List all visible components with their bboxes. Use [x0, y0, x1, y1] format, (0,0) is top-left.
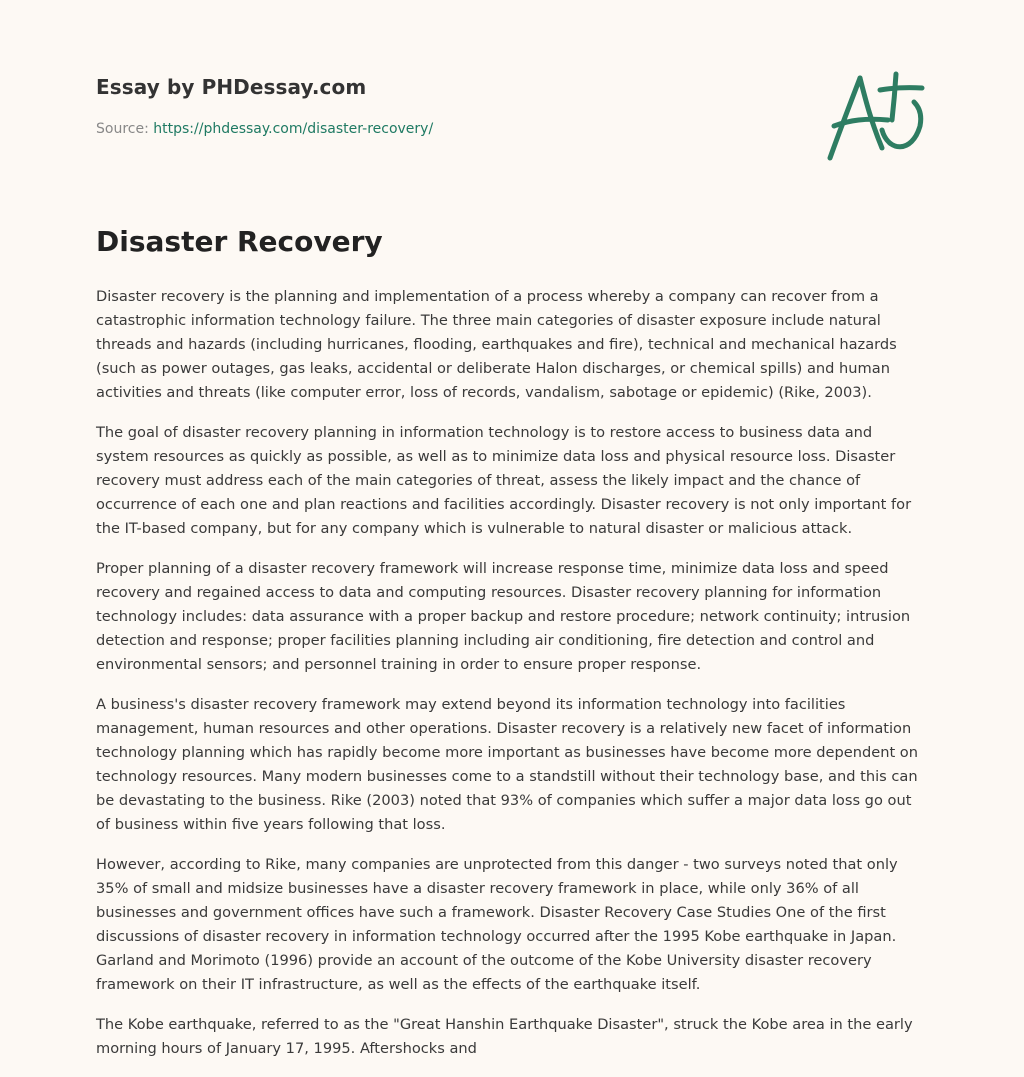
- essay-paragraph: Disaster recovery is the planning and implementation of a process whereby a company can recover from a catastrophic information technology failure. The three main categories of disaster exposure include natural threads and hazards (including hurricanes, flooding, earthquakes and fire), technical and mechanical hazards (such as power outages, gas leaks, accidental or deliberate Halon discharges, or chemical spills) and human activities and threats (like computer error, loss of records, vandalism, sabotage or epidemic) (Rike, 2003).: [96, 288, 897, 401]
- site-title: Essay by PHDessay.com: [96, 75, 367, 99]
- essay-paragraph: A business's disaster recovery framework may extend beyond its information technology into facilities management, human resources and other operations. Disaster recovery is a relatively new facet of information technology planning which has rapidly become more important as businesses have become more dependent on technology resources. Many modern businesses come to a standstill without their technology base, and this can be devastating to the business. Rike (2003) noted that 93% of companies which suffer a major data loss go out of business within five years following that loss.: [96, 696, 918, 833]
- essay-paragraph: Proper planning of a disaster recovery framework will increase response time, minimize data loss and speed recovery and regained access to data and computing resources. Disaster recovery planning for information technology includes: data assurance with a proper backup and restore procedure; network continuity; intrusion detection and response; proper facilities planning including air conditioning, fire detection and control and environmental sensors; and personnel training in order to ensure proper response.: [96, 560, 911, 673]
- essay-paragraph: The goal of disaster recovery planning in information technology is to restore access to business data and system resources as quickly as possible, as well as to minimize data loss and physical resource loss. Disaster recovery must address each of the main categories of threat, assess the likely impact and the chance of occurrence of each one and plan reactions and facilities accordingly. Disaster recovery is not only important for the IT-based company, but for any company which is vulnerable to natural disaster or malicious attack.: [96, 424, 912, 537]
- essay-title: Disaster Recovery: [96, 225, 383, 258]
- essay-body: [96, 285, 928, 1077]
- source-label: Source:: [96, 121, 149, 137]
- source-link[interactable]: https://phdessay.com/disaster-recovery/: [153, 121, 434, 137]
- essay-paragraph: The Kobe earthquake, referred to as the "Great Hanshin Earthquake Disaster", struck the Kobe area in the early morning hours of January 17, 1995. Aftershocks and: [96, 1016, 913, 1057]
- source-line: [96, 121, 928, 137]
- a-plus-logo-icon: [822, 68, 926, 164]
- site-header: [96, 75, 928, 137]
- essay-paragraph: However, according to Rike, many companies are unprotected from this danger - two surveys noted that only 35% of small and midsize businesses have a disaster recovery framework in place, while only 36% of all businesses and government offices have such a framework. Disaster Recovery Case Studies One of the first discussions of disaster recovery in information technology occurred after the 1995 Kobe earthquake in Japan. Garland and Morimoto (1996) provide an account of the outcome of the Kobe University disaster recovery framework on their IT infrastructure, as well as the effects of the earthquake itself.: [96, 856, 898, 993]
